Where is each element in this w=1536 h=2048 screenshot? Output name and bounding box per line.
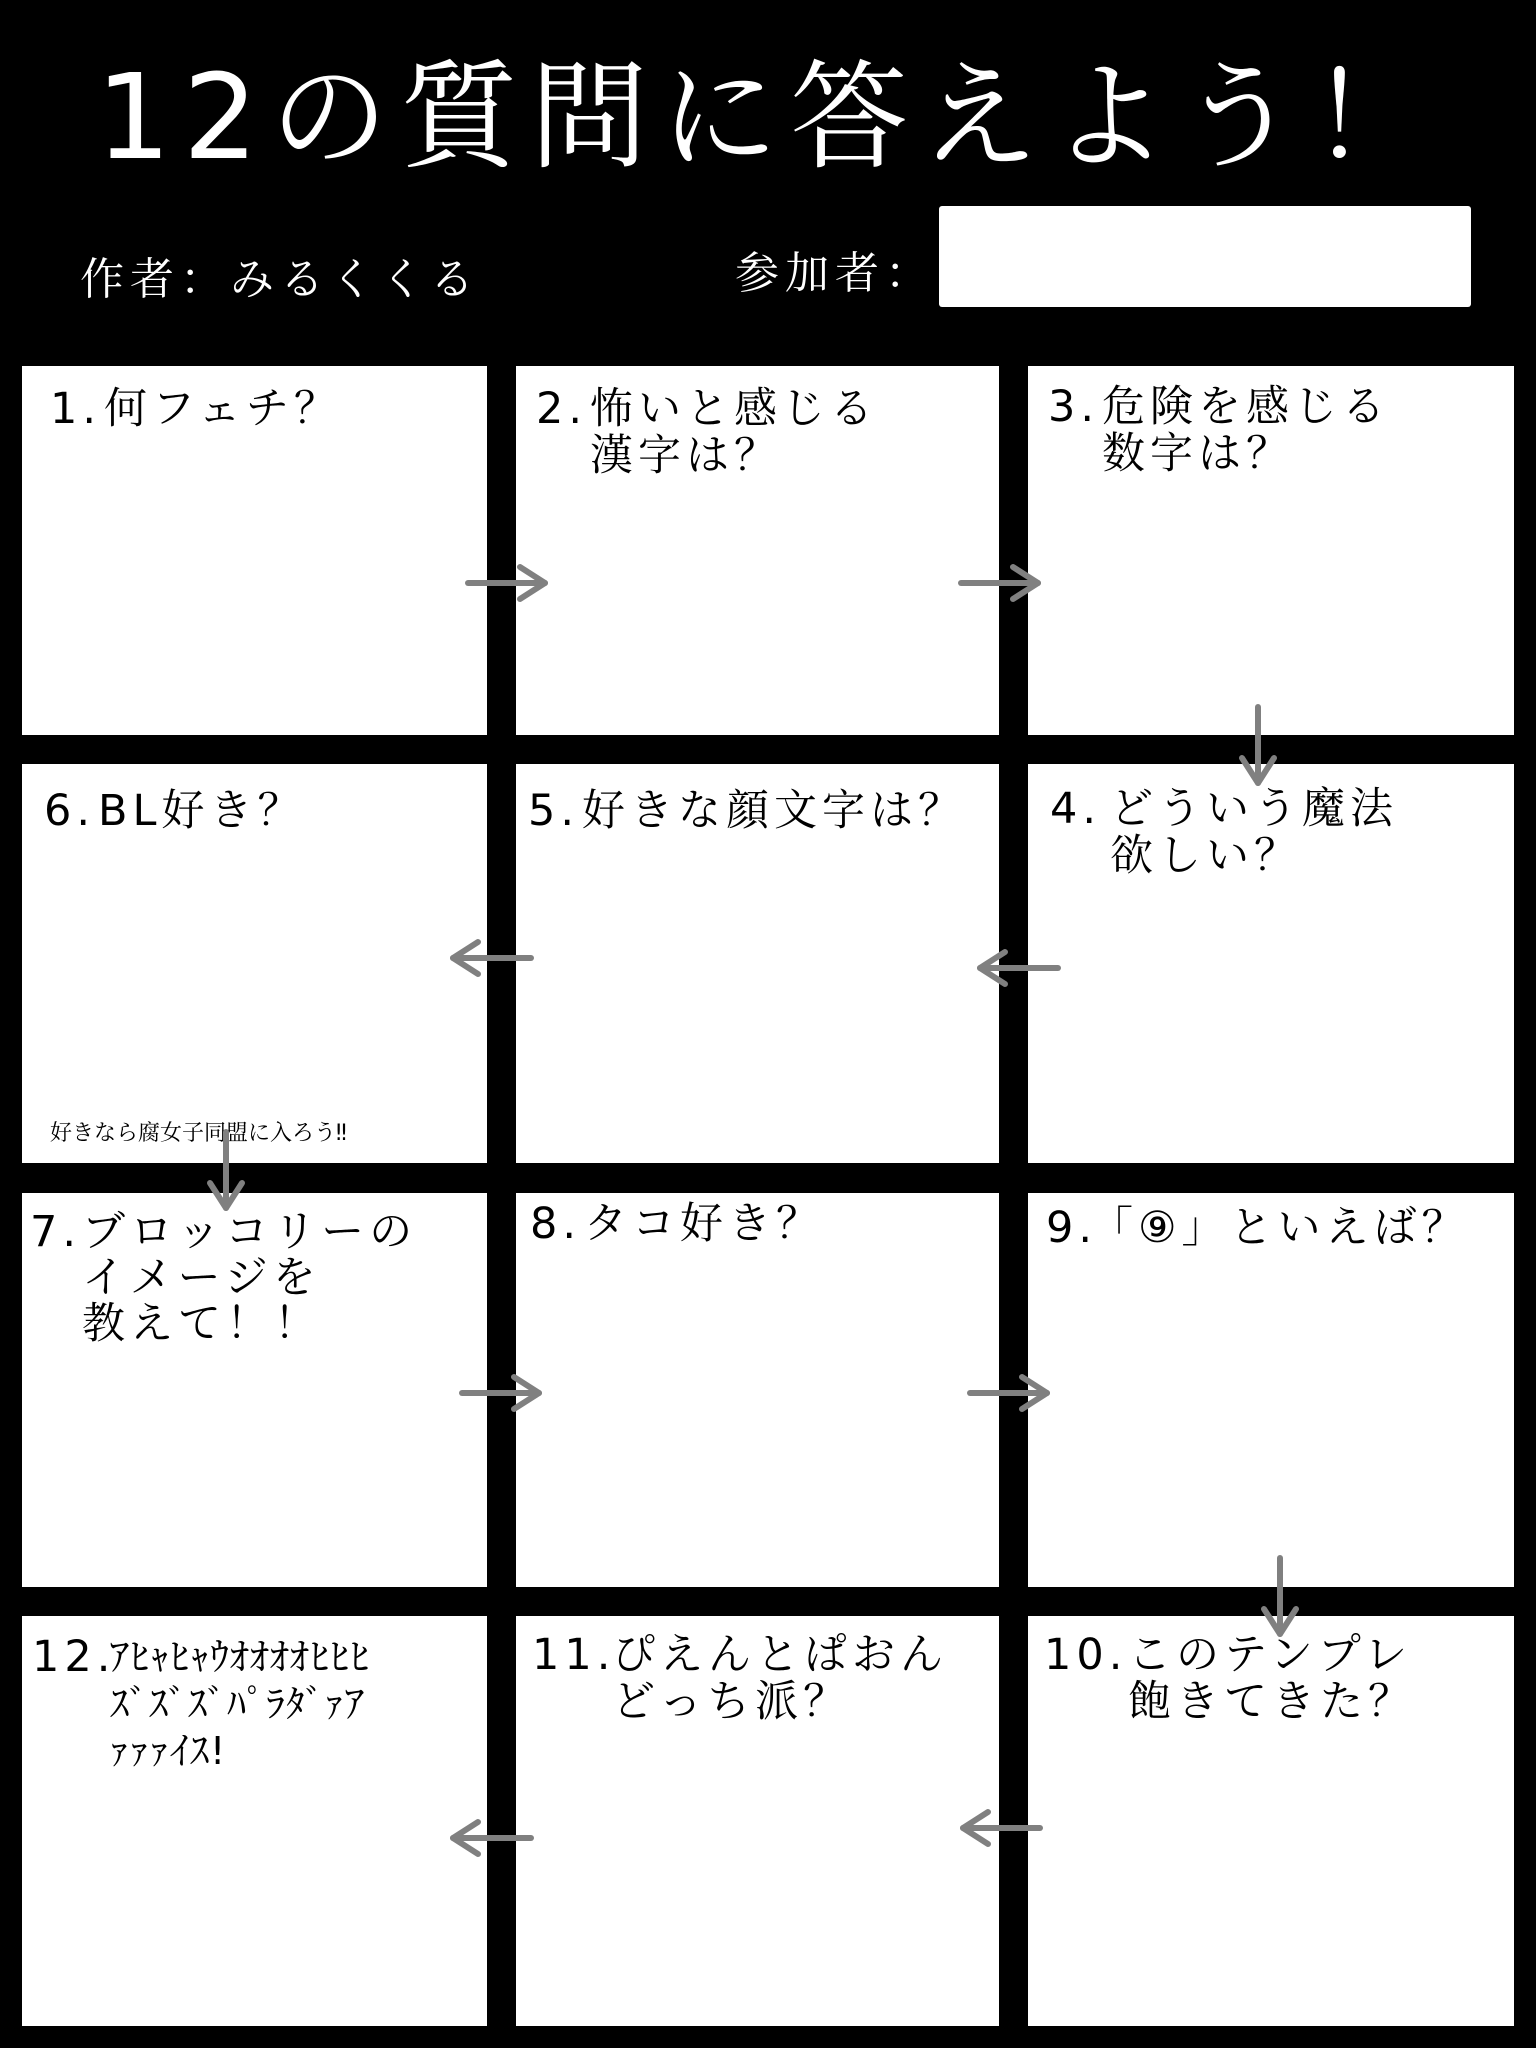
question-1-text: 何フェチ？ (104, 384, 342, 434)
page-title: 12の質問に答えよう！ (95, 48, 1441, 186)
question-box-10[interactable] (1028, 1616, 1514, 2026)
question-10-number: 10. (1044, 1630, 1128, 1680)
question-6-text: BL好き？ (98, 786, 306, 836)
question-4-text: どういう魔法 欲しい？ (1110, 784, 1398, 881)
question-5-text: 好きな顔文字は？ (582, 786, 966, 836)
question-4-number: 4. (1050, 784, 1102, 834)
question-box-3[interactable] (1028, 366, 1514, 735)
question-3-text: 危険を感じる 数字は？ (1102, 382, 1390, 479)
question-12-number: 12. (32, 1632, 116, 1682)
question-box-5[interactable] (516, 764, 999, 1163)
question-box-11[interactable] (516, 1616, 999, 2026)
question-9-text: 「⑨」といえば？ (1090, 1203, 1470, 1253)
question-11-text: ぴえんとぱおん どっち派？ (612, 1630, 948, 1727)
author-credit: 作者：みるくくる (80, 254, 480, 305)
question-10-text: このテンプレ 飽きてきた？ (1128, 1630, 1416, 1727)
question-box-6[interactable] (22, 764, 487, 1163)
question-1-number: 1. (50, 384, 102, 434)
question-box-12[interactable] (22, 1616, 487, 2026)
question-9-number: 9. (1046, 1203, 1098, 1253)
question-6-note: 好きなら腐女子同盟に入ろう‼ (50, 1121, 347, 1146)
question-box-9[interactable] (1028, 1193, 1514, 1587)
question-box-1[interactable] (22, 366, 487, 735)
question-2-number: 2. (536, 384, 588, 434)
question-5-number: 5. (528, 786, 580, 836)
question-7-text: ブロッコリーの イメージを 教えて！！ (82, 1207, 418, 1349)
question-8-text: タコ好き？ (584, 1199, 824, 1249)
question-12-text: ｱﾋｬﾋｬｳｵｵｵｵﾋﾋﾋ ｽﾞｽﾞｽﾞﾊﾟﾗﾀﾞｧｱ ｧｧｧｲｽ! (110, 1635, 371, 1773)
question-6-number: 6. (44, 786, 96, 836)
question-box-8[interactable] (516, 1193, 999, 1587)
participant-name-field[interactable] (939, 206, 1471, 307)
participant-label: 参加者： (735, 248, 935, 299)
question-3-number: 3. (1048, 382, 1100, 432)
question-box-4[interactable] (1028, 764, 1514, 1163)
question-8-number: 8. (530, 1199, 582, 1249)
question-2-text: 怖いと感じる 漢字は？ (590, 384, 878, 481)
question-11-number: 11. (532, 1630, 616, 1680)
question-box-7[interactable] (22, 1193, 487, 1587)
question-box-2[interactable] (516, 366, 999, 735)
question-7-number: 7. (30, 1207, 82, 1257)
